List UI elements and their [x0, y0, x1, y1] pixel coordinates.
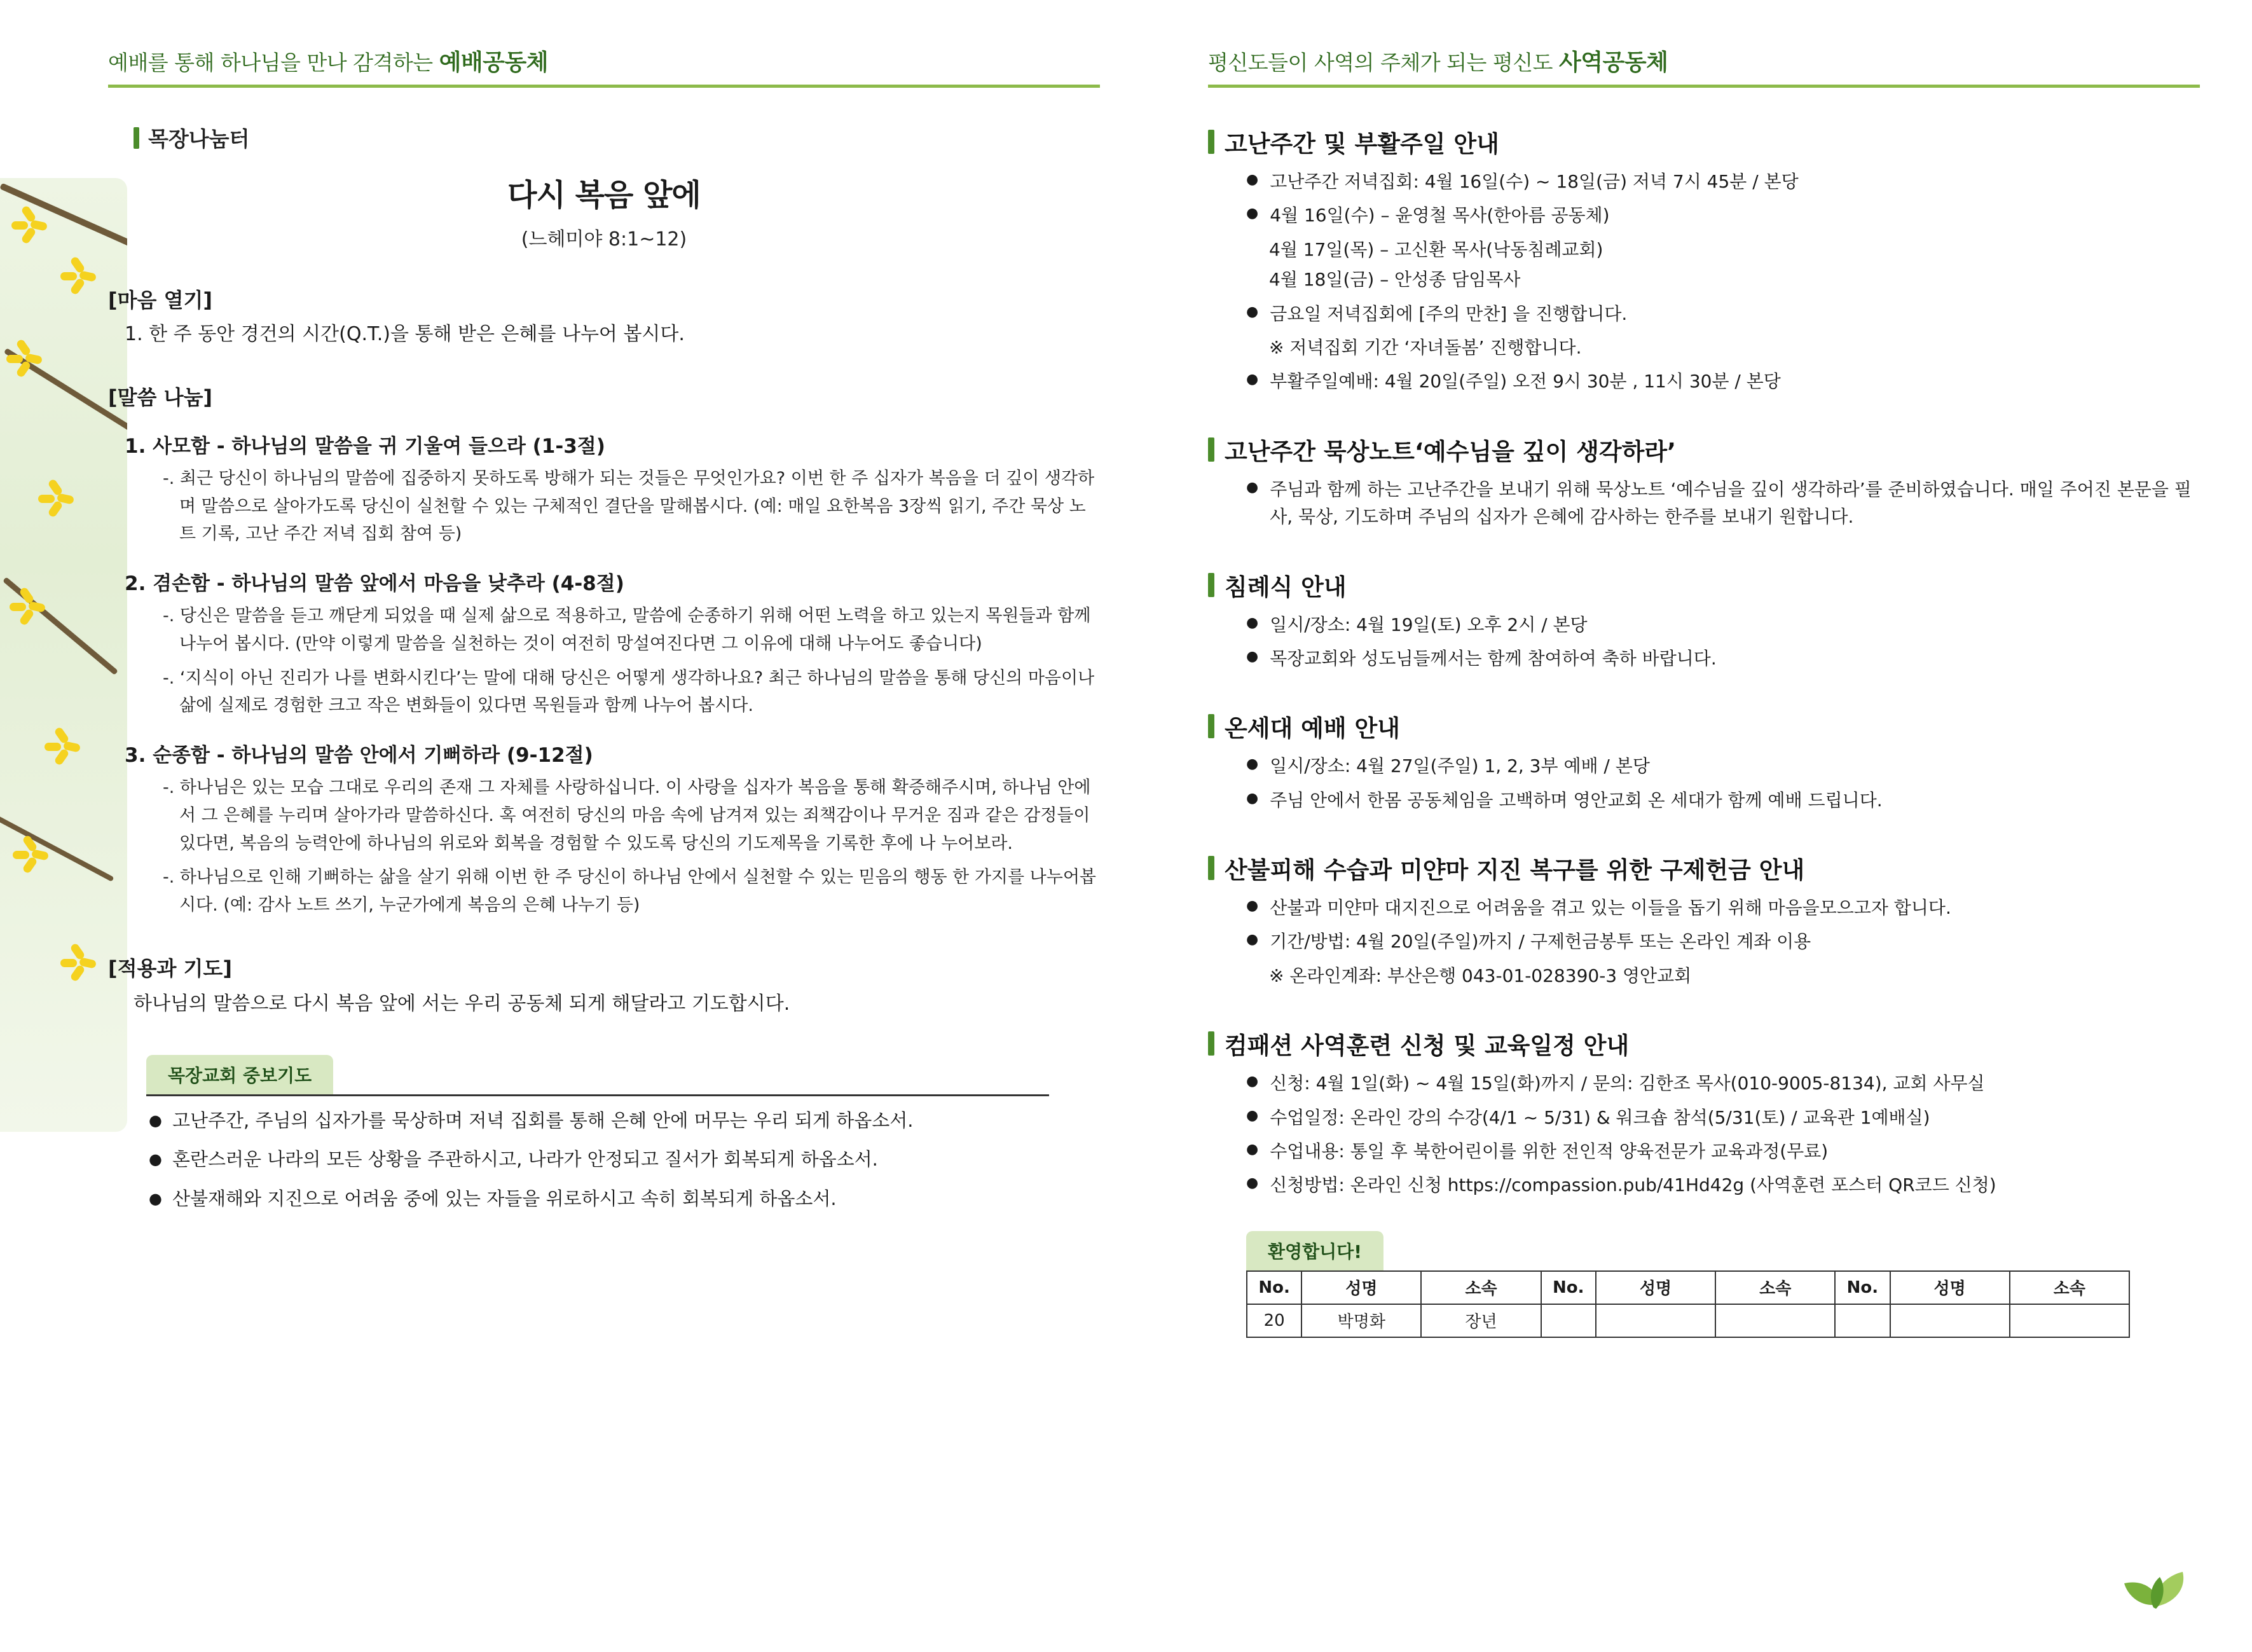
right-header-thin: 평신도들이 사역의 주체가 되는 평신도 [1208, 50, 1559, 75]
announcement-item [1246, 476, 2200, 531]
left-column-header [108, 45, 1100, 88]
table-cell [1835, 1304, 1890, 1337]
table-header-cell: 소속 [1715, 1271, 1835, 1304]
announcement-item [1246, 752, 2200, 780]
announcement-item [1246, 368, 2200, 395]
prayer-item [149, 1185, 1100, 1214]
announcement-item [1246, 928, 2200, 955]
announcement-title-text: 고난주간 묵상노트‘예수님을 깊이 생각하라’ [1225, 437, 1677, 465]
prayer-divider [146, 1094, 1049, 1096]
bullet-icon: ● [1246, 614, 1259, 631]
word-point-sub: -. 당신은 말씀을 듣고 깨닫게 되었을 때 실제 삶으로 적용하고, 말씀에 순종하기 위해 어떤 노력을 하고 있는지 목원들과 함께 나누어 봅시다. (만약 이렇게 말씀을 실천하는 것이 여전히 망설여진다면 그 이유에 대해 나누어도 좋습니다) [163, 606, 1091, 654]
announcement-item [1246, 1070, 2200, 1097]
table-row [1247, 1304, 2129, 1337]
announcement-item [1246, 202, 2200, 229]
announcement-title-text: 온세대 예배 안내 [1225, 715, 1400, 743]
announcement-item-text: 고난주간 저녁집회: 4월 16일(수) ~ 18일(금) 저녁 7시 45분 / 본당 [1270, 171, 1799, 192]
prayer-item-text: 산불재해와 지진으로 어려움 중에 있는 자들을 위로하시고 속히 회복되게 하옵소서. [172, 1188, 837, 1209]
section-label-text: 목장나눔터 [148, 127, 250, 151]
announcement-item-text: 일시/장소: 4월 19일(토) 오후 2시 / 본당 [1270, 614, 1588, 635]
table-cell [1890, 1304, 2010, 1337]
right-header-strong: 사역공동체 [1559, 50, 1668, 76]
apply-body: 하나님의 말씀으로 다시 복음 앞에 서는 우리 공동체 되게 해달라고 기도합시다. [134, 992, 790, 1015]
bullet-icon: ● [1246, 898, 1259, 914]
announcement-title [1208, 568, 2200, 602]
bullet-icon: ● [1246, 1175, 1259, 1192]
announcement-title-text: 산불피해 수습과 미얀마 지진 복구를 위한 구제헌금 안내 [1225, 857, 1805, 885]
open-heart-item: 1. 한 주 동안 경건의 시간(Q.T.)을 통해 받은 은혜를 나누어 봅시다. [125, 323, 685, 345]
table-header-cell: 성명 [1596, 1271, 1715, 1304]
announcement-item-text: 일시/장소: 4월 27일(주일) 1, 2, 3부 예배 / 본당 [1270, 755, 1650, 777]
word-point-sub: -. 하나님은 있는 모습 그대로 우리의 존재 그 자체를 사랑하십니다. 이 사랑을 십자가 복음을 통해 확증해주시며, 하나님 안에서 그 은혜를 누리며 살아가라 말씀하신다. 혹 여전히 당신의 마음 속에 남겨져 있는 죄책감이나 무거운 짐과 같은 감정들이 있다면, 복음의 능력안에 하나님의 위로와 회복을 경험할 수 있도록 당신의 기도제목을 기록한 후에 나 누어보라. [163, 778, 1091, 853]
announcement-title [1208, 709, 2200, 743]
table-cell: 장년 [1421, 1304, 1541, 1337]
word-point-title: 2. 겸손함 - 하나님의 말씀 앞에서 마음을 낮추라 (4-8절) [125, 572, 624, 596]
announcement-item [1246, 645, 2200, 672]
announcement-subitem: 4월 18일(금) – 안성종 담임목사 [1269, 269, 1521, 291]
announcement-item-text: 주님 안에서 한몸 공동체임을 고백하며 영안교회 온 세대가 함께 예배 드립니다. [1270, 789, 1883, 811]
bullet-icon: ● [149, 1190, 162, 1208]
bullet-icon: ● [1246, 756, 1259, 773]
table-header-cell: 소속 [1421, 1271, 1541, 1304]
table-header-cell: 소속 [2010, 1271, 2129, 1304]
table-cell: 박명화 [1301, 1304, 1421, 1337]
word-point-sub: -. 하나님으로 인해 기뻐하는 삶을 살기 위해 이번 한 주 당신이 하나님 안에서 실천할 수 있는 믿음의 행동 한 가지를 나누어봅시다. (예: 감사 노트 쓰기, 누군가에게 복음의 은혜 나누기 등) [163, 867, 1096, 916]
announcement-subitem: ※ 저녁집회 기간 ‘자녀돌봄’ 진행합니다. [1269, 336, 1582, 358]
prayer-item-text: 고난주간, 주님의 십자가를 묵상하며 저녁 집회를 통해 은혜 안에 머무는 우리 되게 하옵소서. [172, 1109, 914, 1131]
announcement-item [1246, 1138, 2200, 1165]
table-cell: 20 [1247, 1304, 1301, 1337]
right-column [1208, 0, 2200, 1338]
announcement-title [1208, 851, 2200, 885]
announcement-item-text: 산불과 미얀마 대지진으로 어려움을 겪고 있는 이들을 돕기 위해 마음을모으고자 합니다. [1270, 897, 1951, 919]
word-point-title: 3. 순종함 - 하나님의 말씀 안에서 기뻐하라 (9-12절) [125, 744, 593, 767]
section-label-moksang [134, 123, 1100, 153]
left-header-thin: 예배를 통해 하나님을 만나 감격하는 [108, 50, 439, 75]
welcome-table [1246, 1270, 2130, 1338]
announcement-item-text: 주님과 함께 하는 고난주간을 보내기 위해 묵상노트 ‘예수님을 깊이 생각하라’를 준비하였습니다. 매일 주어진 본문을 필사, 묵상, 기도하며 주님의 십자가 은혜에 감사하는 한주를 보내기 원합니다. [1270, 478, 2192, 528]
bullet-icon: ● [1246, 648, 1259, 664]
bullet-icon: ● [1246, 172, 1259, 188]
word-point-title: 1. 사모함 - 하나님의 말씀을 귀 기울여 들으라 (1-3절) [125, 435, 605, 458]
welcome-pill-label: 환영합니다! [1246, 1231, 1383, 1270]
table-header-row [1247, 1271, 2129, 1304]
bullet-icon: ● [149, 1111, 162, 1129]
sermon-reference: (느헤미야 8:1~12) [521, 228, 687, 251]
table-header-cell: No. [1247, 1271, 1301, 1304]
announcement-subitem: ※ 온라인계좌: 부산은행 043-01-028390-3 영안교회 [1269, 965, 1692, 986]
left-header-strong: 예배공동체 [439, 50, 549, 76]
apply-heading: [적용과 기도] [108, 956, 232, 981]
announcement-item-text: 4월 16일(수) – 윤영철 목사(한아름 공동체) [1270, 205, 1610, 226]
word-point-sub: -. 최근 당신이 하나님의 말씀에 집중하지 못하도록 방해가 되는 것들은 무엇인가요? 이번 한 주 십자가 복음을 더 깊이 생각하며 말씀으로 살아가도록 당신이 실천할 수 있는 구체적인 결단을 말해봅시다. (예: 매일 요한복음 3장씩 읽기, 주간 묵상 노트 기록, 고난 주간 저녁 집회 참여 등) [163, 469, 1095, 544]
prayer-pill-label: 목장교회 중보기도 [146, 1055, 333, 1094]
announcement-item-text: 수업내용: 통일 후 북한어린이를 위한 전인적 양육전문가 교육과정(무료) [1270, 1141, 1829, 1162]
announcement-title [1208, 432, 2200, 467]
prayer-item [149, 1145, 1100, 1174]
table-cell [1715, 1304, 1835, 1337]
table-header-cell: No. [1835, 1271, 1890, 1304]
prayer-item-text: 혼란스러운 나라의 모든 상황을 주관하시고, 나라가 안정되고 질서가 회복되게 하옵소서. [172, 1148, 878, 1171]
bullet-icon: ● [1246, 1073, 1259, 1090]
announcement-title-text: 고난주간 및 부활주일 안내 [1225, 130, 1499, 158]
announcement-item [1246, 611, 2200, 638]
open-heart-heading: [마음 열기] [108, 288, 213, 312]
bullet-icon: ● [149, 1150, 162, 1169]
announcement-item [1246, 168, 2200, 195]
announcement-item-text: 부활주일예배: 4월 20일(주일) 오전 9시 30분 , 11시 30분 / 본당 [1270, 371, 1781, 392]
prayer-item [149, 1106, 1100, 1136]
leaf-ornament-icon [2115, 1563, 2192, 1614]
right-column-header [1208, 45, 2200, 88]
word-point-sub: -. ‘지식이 아닌 진리가 나를 변화시킨다’는 말에 대해 당신은 어떻게 생각하나요? 최근 하나님의 말씀을 통해 당신의 마음이나 삶에 실제로 경험한 크고 작은 변화들이 있다면 목원들과 함께 나누어 봅시다. [163, 668, 1095, 716]
bullet-icon: ● [1246, 205, 1259, 222]
table-header-cell: 성명 [1890, 1271, 2010, 1304]
table-header-cell: 성명 [1301, 1271, 1421, 1304]
table-cell [1541, 1304, 1596, 1337]
table-cell [1596, 1304, 1715, 1337]
sermon-title: 다시 복음 앞에 [507, 177, 701, 213]
bullet-icon: ● [1246, 371, 1259, 388]
bullet-icon: ● [1246, 932, 1259, 948]
announcement-item [1246, 894, 2200, 921]
announcement-item [1246, 300, 2200, 327]
word-share-heading: [말씀 나눔] [108, 385, 213, 410]
bullet-icon: ● [1246, 1141, 1259, 1158]
announcement-subitem: 4월 17일(목) – 고신환 목사(낙동침례교회) [1269, 238, 1603, 260]
left-column [108, 0, 1100, 1214]
table-cell [2010, 1304, 2129, 1337]
announcement-item [1246, 1104, 2200, 1131]
announcement-title [1208, 125, 2200, 159]
announcement-item-text: 기간/방법: 4월 20일(주일)까지 / 구제헌금봉투 또는 온라인 계좌 이용 [1270, 931, 1811, 953]
announcement-title [1208, 1026, 2200, 1061]
bullet-icon: ● [1246, 1107, 1259, 1124]
announcement-title-text: 침례식 안내 [1225, 573, 1347, 601]
bullet-icon: ● [1246, 790, 1259, 806]
table-header-cell: No. [1541, 1271, 1596, 1304]
bullet-icon: ● [1246, 303, 1259, 320]
announcement-item-text: 목장교회와 성도님들께서는 함께 참여하여 축하 바랍니다. [1270, 647, 1717, 669]
announcement-item [1246, 1171, 2200, 1199]
announcement-item-text: 금요일 저녁집회에 [주의 만찬] 을 진행합니다. [1270, 303, 1628, 324]
bullet-icon: ● [1246, 479, 1259, 495]
announcement-item [1246, 787, 2200, 814]
announcement-title-text: 컴패션 사역훈련 신청 및 교육일정 안내 [1225, 1032, 1630, 1060]
announcement-item-text: 수업일정: 온라인 강의 수강(4/1 ~ 5/31) & 워크숍 참석(5/31(토) / 교육관 1예배실) [1270, 1106, 1930, 1128]
announcement-item-text: 신청: 4월 1일(화) ~ 4월 15일(화)까지 / 문의: 김한조 목사(010-9005-8134), 교회 사무실 [1270, 1073, 1985, 1094]
announcement-item-text: 신청방법: 온라인 신청 https://compassion.pub/41Hd42g (사역훈련 포스터 QR코드 신청) [1270, 1174, 1996, 1196]
